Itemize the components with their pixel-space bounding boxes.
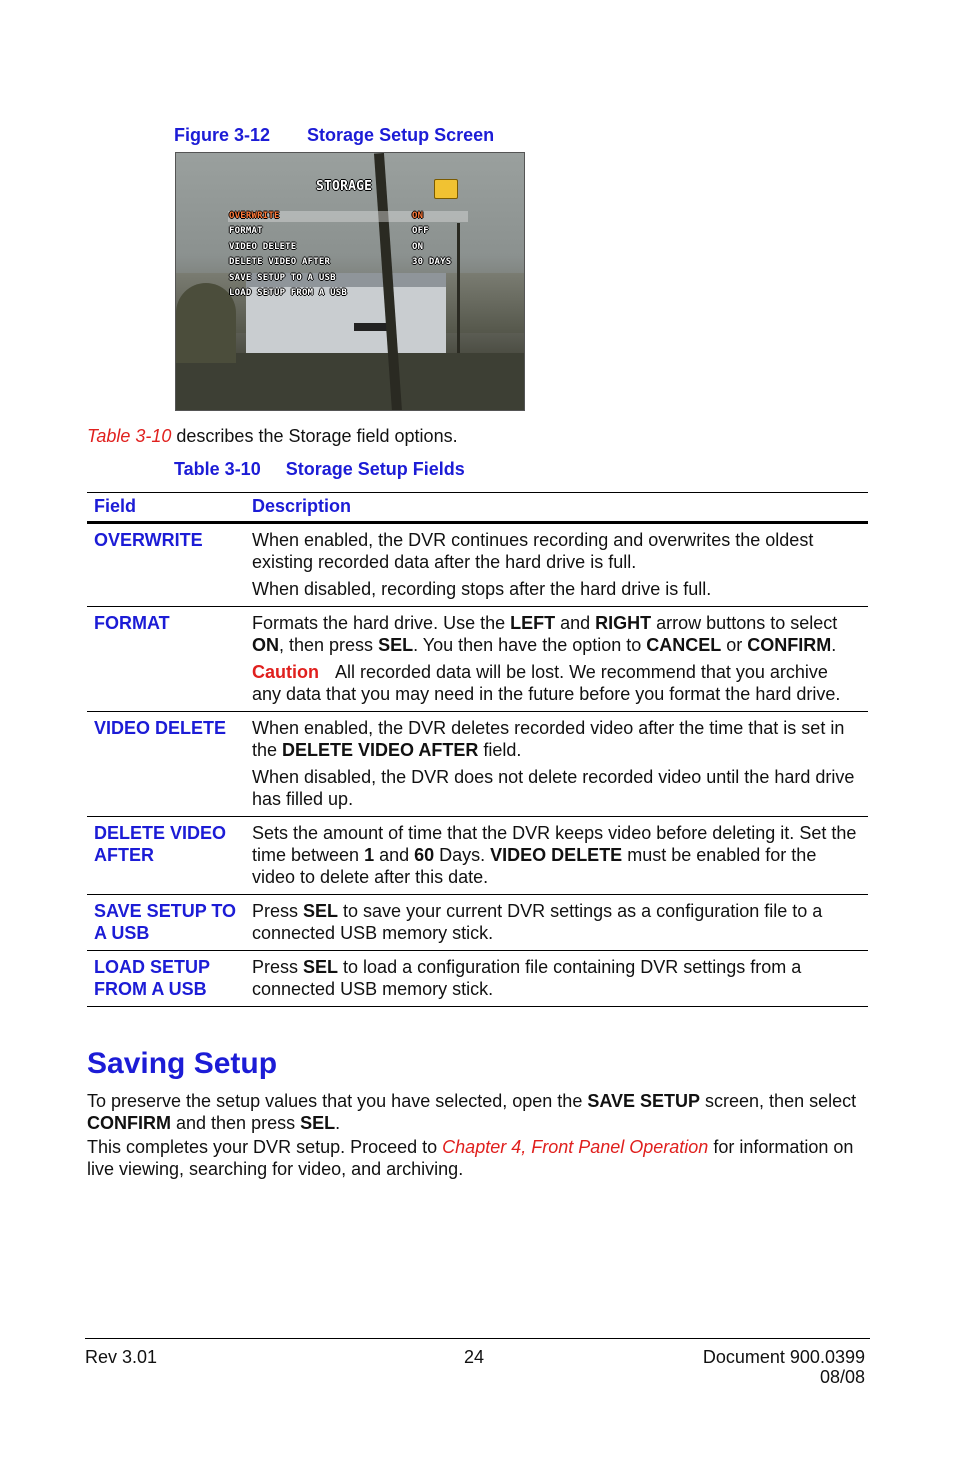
osd-row-name: DELETE VIDEO AFTER: [229, 257, 331, 267]
description-text: Press SEL to load a configuration file containing DVR settings from a connected USB memory stick.: [252, 957, 802, 999]
caution-note: [252, 661, 861, 705]
table-row: [87, 895, 868, 951]
section-paragraph-1: To preserve the setup values that you have selected, open the SAVE SETUP screen, then select CONFIRM and then press SEL.: [87, 1091, 857, 1133]
footer-revision: Rev 3.01: [85, 1347, 158, 1367]
osd-title: STORAGE: [316, 179, 373, 194]
figure-caption: [174, 125, 494, 146]
field-name: DELETE VIDEO AFTER: [87, 817, 245, 895]
description-text: Sets the amount of time that the DVR keeps video before deleting it. Set the time between 1 and 60 Days. VIDEO DELETE must be enabled for the video to delete after this date.: [252, 823, 857, 887]
field-name: VIDEO DELETE: [87, 712, 245, 817]
section-paragraph-2: This completes your DVR setup. Proceed to Chapter 4, Front Panel Operation for information on live viewing, searching for video, and archiving.: [87, 1137, 854, 1179]
figure-label: Figure 3-12: [174, 125, 271, 145]
table-row: [87, 951, 868, 1007]
caution-label: Caution: [252, 662, 319, 682]
table-header-row: [87, 493, 868, 523]
osd-row-value: OFF: [412, 226, 429, 236]
osd-row-value: 30 DAYS: [412, 257, 452, 267]
footer-document-number: Document 900.0399: [702, 1347, 865, 1367]
field-name: SAVE SETUP TO A USB: [87, 895, 245, 951]
description-text: When disabled, the DVR does not delete recorded video until the hard drive has filled up.: [252, 767, 855, 809]
field-name: OVERWRITE: [87, 523, 245, 607]
osd-row-name: LOAD SETUP FROM A USB: [229, 288, 347, 298]
osd-row-name: OVERWRITE: [229, 211, 280, 221]
footer-document: [703, 1347, 865, 1387]
field-description: [245, 523, 868, 607]
scene-tree: [176, 283, 236, 363]
table-row: [87, 817, 868, 895]
description-text: When disabled, recording stops after the hard drive is full.: [252, 579, 712, 599]
table-caption: [174, 459, 465, 480]
caution-text: All recorded data will be lost. We recommend that you archive any data that you may need in the future before you format the hard drive.: [252, 662, 841, 704]
osd-row-name: FORMAT: [229, 226, 263, 236]
table-row: [87, 523, 868, 607]
header-field: Field: [87, 493, 245, 523]
section-heading: Saving Setup: [87, 1047, 278, 1080]
description-text: When enabled, the DVR continues recording and overwrites the oldest existing recorded data after the hard drive is full.: [252, 530, 814, 572]
field-description: [245, 607, 868, 712]
folder-icon: [434, 179, 458, 199]
osd-row-name: SAVE SETUP TO A USB: [229, 273, 336, 283]
chapter-link[interactable]: Chapter 4, Front Panel Operation: [442, 1137, 709, 1157]
field-description: [245, 712, 868, 817]
field-description: [245, 951, 868, 1007]
storage-fields-table: [87, 492, 868, 1007]
intro-text: describes the Storage field options.: [171, 426, 458, 446]
storage-screen-image: [175, 152, 525, 411]
table-row: [87, 607, 868, 712]
field-name: FORMAT: [87, 607, 245, 712]
osd-row-value: ON: [412, 211, 424, 221]
figure-title: Storage Setup Screen: [307, 125, 495, 145]
description-text: When enabled, the DVR deletes recorded video after the time that is set in the DELETE VIDEO AFTER field.: [252, 718, 845, 760]
table-row: [87, 712, 868, 817]
table-label: Table 3-10: [174, 459, 261, 479]
description-text: Press SEL to save your current DVR settings as a configuration file to a connected USB memory stick.: [252, 901, 823, 943]
osd-row-name: VIDEO DELETE: [229, 242, 297, 252]
header-description: Description: [245, 493, 868, 523]
table-title: Storage Setup Fields: [285, 459, 465, 479]
field-description: [245, 817, 868, 895]
footer-divider: [85, 1338, 870, 1339]
field-name: LOAD SETUP FROM A USB: [87, 951, 245, 1007]
description-text: Formats the hard drive. Use the LEFT and RIGHT arrow buttons to select ON, then press SEL. You then have the option to CANCEL or CONFIRM.: [252, 613, 838, 655]
osd-row-value: ON: [412, 242, 424, 252]
table-reference-link[interactable]: Table 3-10: [87, 426, 172, 446]
footer-date: 08/08: [819, 1367, 865, 1387]
field-description: [245, 895, 868, 951]
footer-page-number: 24: [464, 1347, 485, 1367]
intro-paragraph: [87, 425, 458, 447]
